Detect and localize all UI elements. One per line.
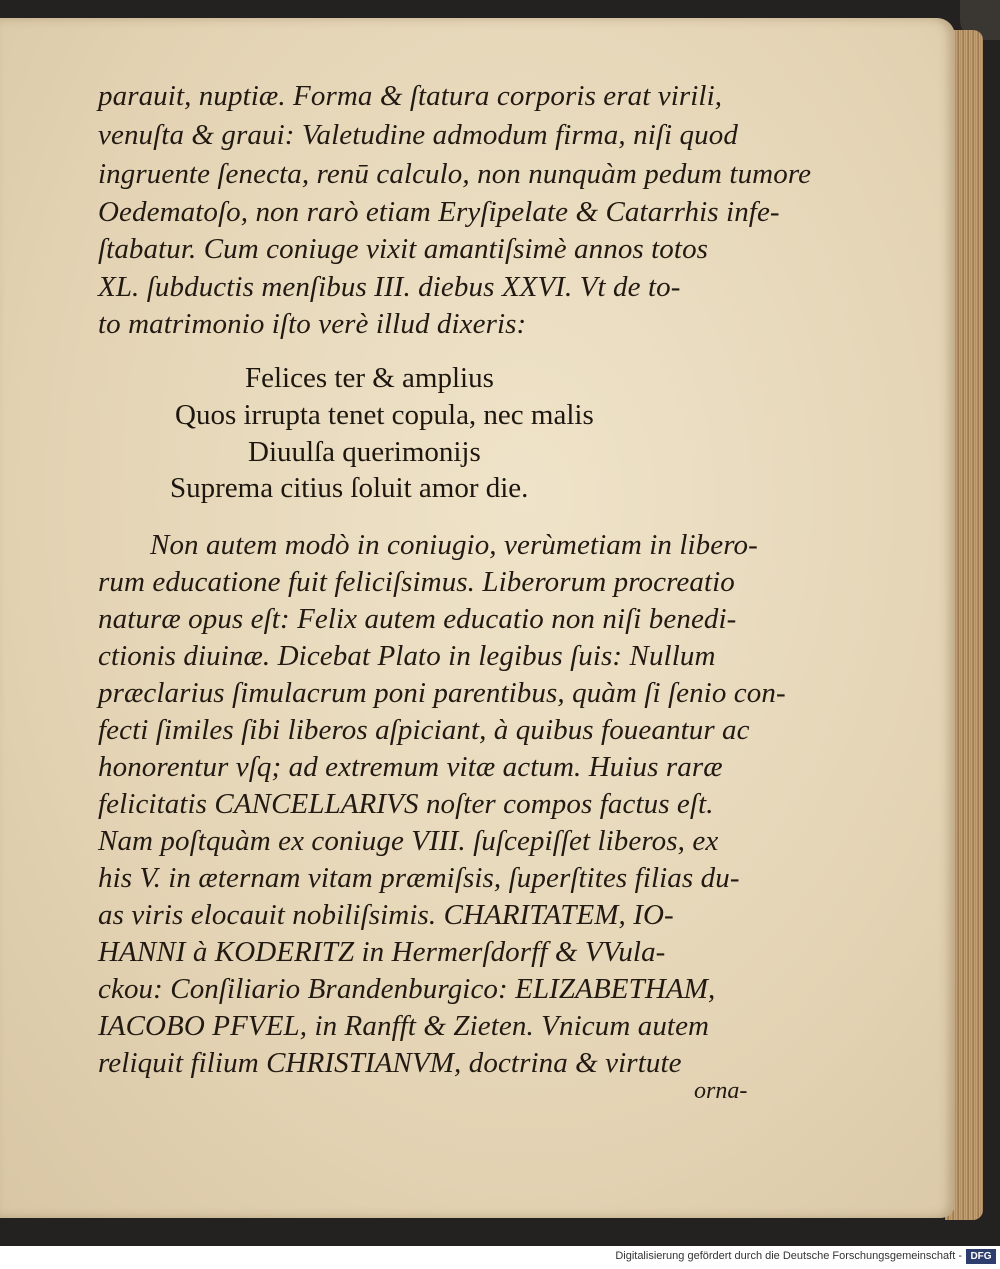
- dfg-logo-icon: DFG: [966, 1249, 996, 1264]
- verse-line: Diuulſa querimonijs: [248, 436, 481, 468]
- text-line: Non autem modò in coniugio, verùmetiam in libero-: [150, 529, 758, 561]
- text-line: ckou: Conſiliario Brandenburgico: ELIZABETHAM,: [98, 973, 716, 1005]
- text-line: honorentur vſq; ad extremum vitæ actum. Huius raræ: [98, 751, 723, 783]
- text-line: naturæ opus eſt: Felix autem educatio non niſi benedi-: [98, 603, 737, 635]
- text-line: parauit, nuptiæ. Forma & ſtatura corporis erat virili,: [98, 80, 723, 112]
- text-line: ingruente ſenecta, renū calculo, non nunquàm pedum tumore: [98, 158, 812, 190]
- text-line: venuſta & graui: Valetudine admodum firma, niſi quod: [98, 119, 738, 151]
- text-line: Oedematoſo, non rarò etiam Eryſipelate & Catarrhis infe-: [98, 196, 780, 228]
- text-line: as viris elocauit nobiliſsimis. CHARITATEM, IO-: [98, 899, 674, 931]
- text-line: præclarius ſimulacrum poni parentibus, quàm ſi ſenio con-: [98, 677, 786, 709]
- verse-line: Quos irrupta tenet copula, nec malis: [175, 399, 594, 431]
- catchword: orna-: [694, 1078, 748, 1104]
- text-line: Nam poſtquàm ex coniuge VIII. ſuſcepiſſet liberos, ex: [98, 825, 719, 857]
- text-line: to matrimonio iſto verè illud dixeris:: [98, 308, 527, 340]
- text-line: felicitatis CANCELLARIVS noſter compos factus eſt.: [98, 788, 714, 820]
- text-line: fecti ſimiles ſibi liberos aſpiciant, à quibus foueantur ac: [98, 714, 750, 746]
- text-line: ctionis diuinæ. Dicebat Plato in legibus ſuis: Nullum: [98, 640, 716, 672]
- footer-credit: Digitalisierung gefördert durch die Deutsche Forschungsgemeinschaft -: [615, 1250, 962, 1262]
- text-line: XL. ſubductis menſibus III. diebus XXVI. Vt de to-: [98, 271, 681, 303]
- text-line: reliquit filium CHRISTIANVM, doctrina & virtute: [98, 1047, 682, 1079]
- text-line: HANNI à KODERITZ in Hermerſdorff & VVula-: [98, 936, 666, 968]
- footer-bar: [0, 1246, 1000, 1269]
- verse-line: Felices ter & amplius: [245, 362, 494, 394]
- text-line: rum educatione fuit feliciſsimus. Liberorum procreatio: [98, 566, 735, 598]
- verse-line: Suprema citius ſoluit amor die.: [170, 472, 529, 504]
- text-line: IACOBO PFVEL, in Ranfft & Zieten. Vnicum autem: [98, 1010, 710, 1042]
- text-line: ſtabatur. Cum coniuge vixit amantiſsimè annos totos: [98, 233, 709, 265]
- text-line: his V. in æternam vitam præmiſsis, ſuperſtites filias du-: [98, 862, 740, 894]
